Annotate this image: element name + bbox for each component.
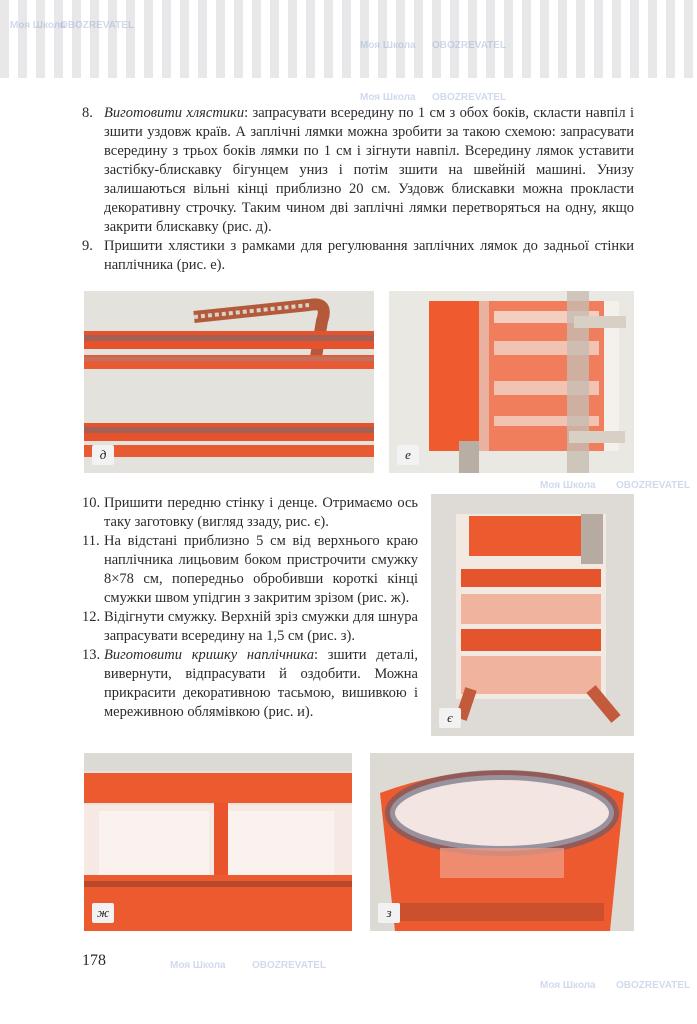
figure-label: ж: [92, 903, 114, 923]
figure-z-folded-strip: [370, 753, 634, 931]
watermark: Моя Школа: [540, 480, 596, 491]
list-item: [82, 104, 634, 237]
watermark: Моя Школа: [540, 980, 596, 991]
watermark: Моя Школа: [360, 40, 416, 51]
list-item: [82, 532, 418, 608]
watermark: OBOZREVATEL: [616, 980, 691, 991]
watermark: Моя Школа: [360, 92, 416, 103]
watermark: Моя Школа: [10, 20, 66, 31]
item-lead: Виготовити кришку наплічника: [104, 647, 314, 663]
list-item: [82, 494, 418, 532]
instructions-middle: [82, 494, 418, 722]
item-text: Відігнути смужку. Верхній зріз смужки для шнура запрасувати всередину на 1,5 см (рис. з).: [104, 609, 418, 644]
strip-sewn-illustration: [84, 753, 352, 931]
item-number: 13.: [82, 647, 101, 663]
header-stripes: [0, 0, 697, 78]
straps-illustration: [84, 291, 374, 473]
figure-label: з: [378, 903, 400, 923]
watermark: OBOZREVATEL: [252, 960, 327, 971]
item-text: Пришити передню стінку і денце. Отримаємо ось таку заготовку (вигляд ззаду, рис. є).: [104, 495, 418, 530]
figure-d-straps: [84, 291, 374, 473]
figure-ye-assembled-blank: [431, 494, 634, 736]
figure-label: д: [92, 445, 114, 465]
list-item: [82, 646, 418, 722]
page-number: 178: [82, 952, 106, 969]
figure-zh-strip-sewn: [84, 753, 352, 931]
item-text: На відстані приблизно 5 см від верхнього краю наплічника лицьовим боком пристрочити смужку 8×78 см, попередньо обробивши короткі кінці смужки швом упідгин з закритим зрізом (рис. ж).: [104, 533, 418, 606]
watermark: OBOZREVATEL: [60, 20, 135, 31]
item-lead: Виготовити хлястики: [104, 105, 245, 121]
watermark: OBOZREVATEL: [432, 92, 507, 103]
assembled-blank-illustration: [431, 494, 634, 736]
item-number: 9.: [82, 238, 93, 254]
watermark: OBOZREVATEL: [616, 480, 691, 491]
item-number: 10.: [82, 495, 101, 511]
list-item: [82, 608, 418, 646]
item-number: 11.: [82, 533, 100, 549]
watermark: Моя Школа: [170, 960, 226, 971]
item-text: : запрасувати всередину по 1 см з обох боків, скласти навпіл і зшити уздовж країв. А заплічні лямки можна зробити за такою схемою: запрасувати всередину з трьох боків лямки по 1 см і зігнути навпіл. Всередину лямок уставити застібку-блискавку бігунцем униз і потім зшити на швейній машині. Унизу залишаються вільні кінці приблизно 20 см. Уздовж блискавки можна прокласти декоративну строчку. Таким чином дві заплічні лямки перетворяться на одну, якщо закрити блискавку (рис. д).: [104, 105, 634, 235]
item-text: Пришити хлястики з рамками для регулювання заплічних лямок до задньої стінки наплічника (рис. е).: [104, 238, 634, 273]
instructions-top: [82, 104, 634, 275]
list-item: [82, 237, 634, 275]
back-panel-illustration: [389, 291, 634, 473]
item-number: 12.: [82, 609, 101, 625]
figure-label: є: [439, 708, 461, 728]
watermark: OBOZREVATEL: [432, 40, 507, 51]
figure-label: е: [397, 445, 419, 465]
item-text: : зшити деталі, вивернути, відпрасувати й оздобити. Можна прикрасити декоративною тасьмою, вишивкою і мереживною облямівкою (рис. и).: [104, 647, 418, 720]
figure-e-back-panel: [389, 291, 634, 473]
folded-strip-illustration: [370, 753, 634, 931]
item-number: 8.: [82, 105, 93, 121]
